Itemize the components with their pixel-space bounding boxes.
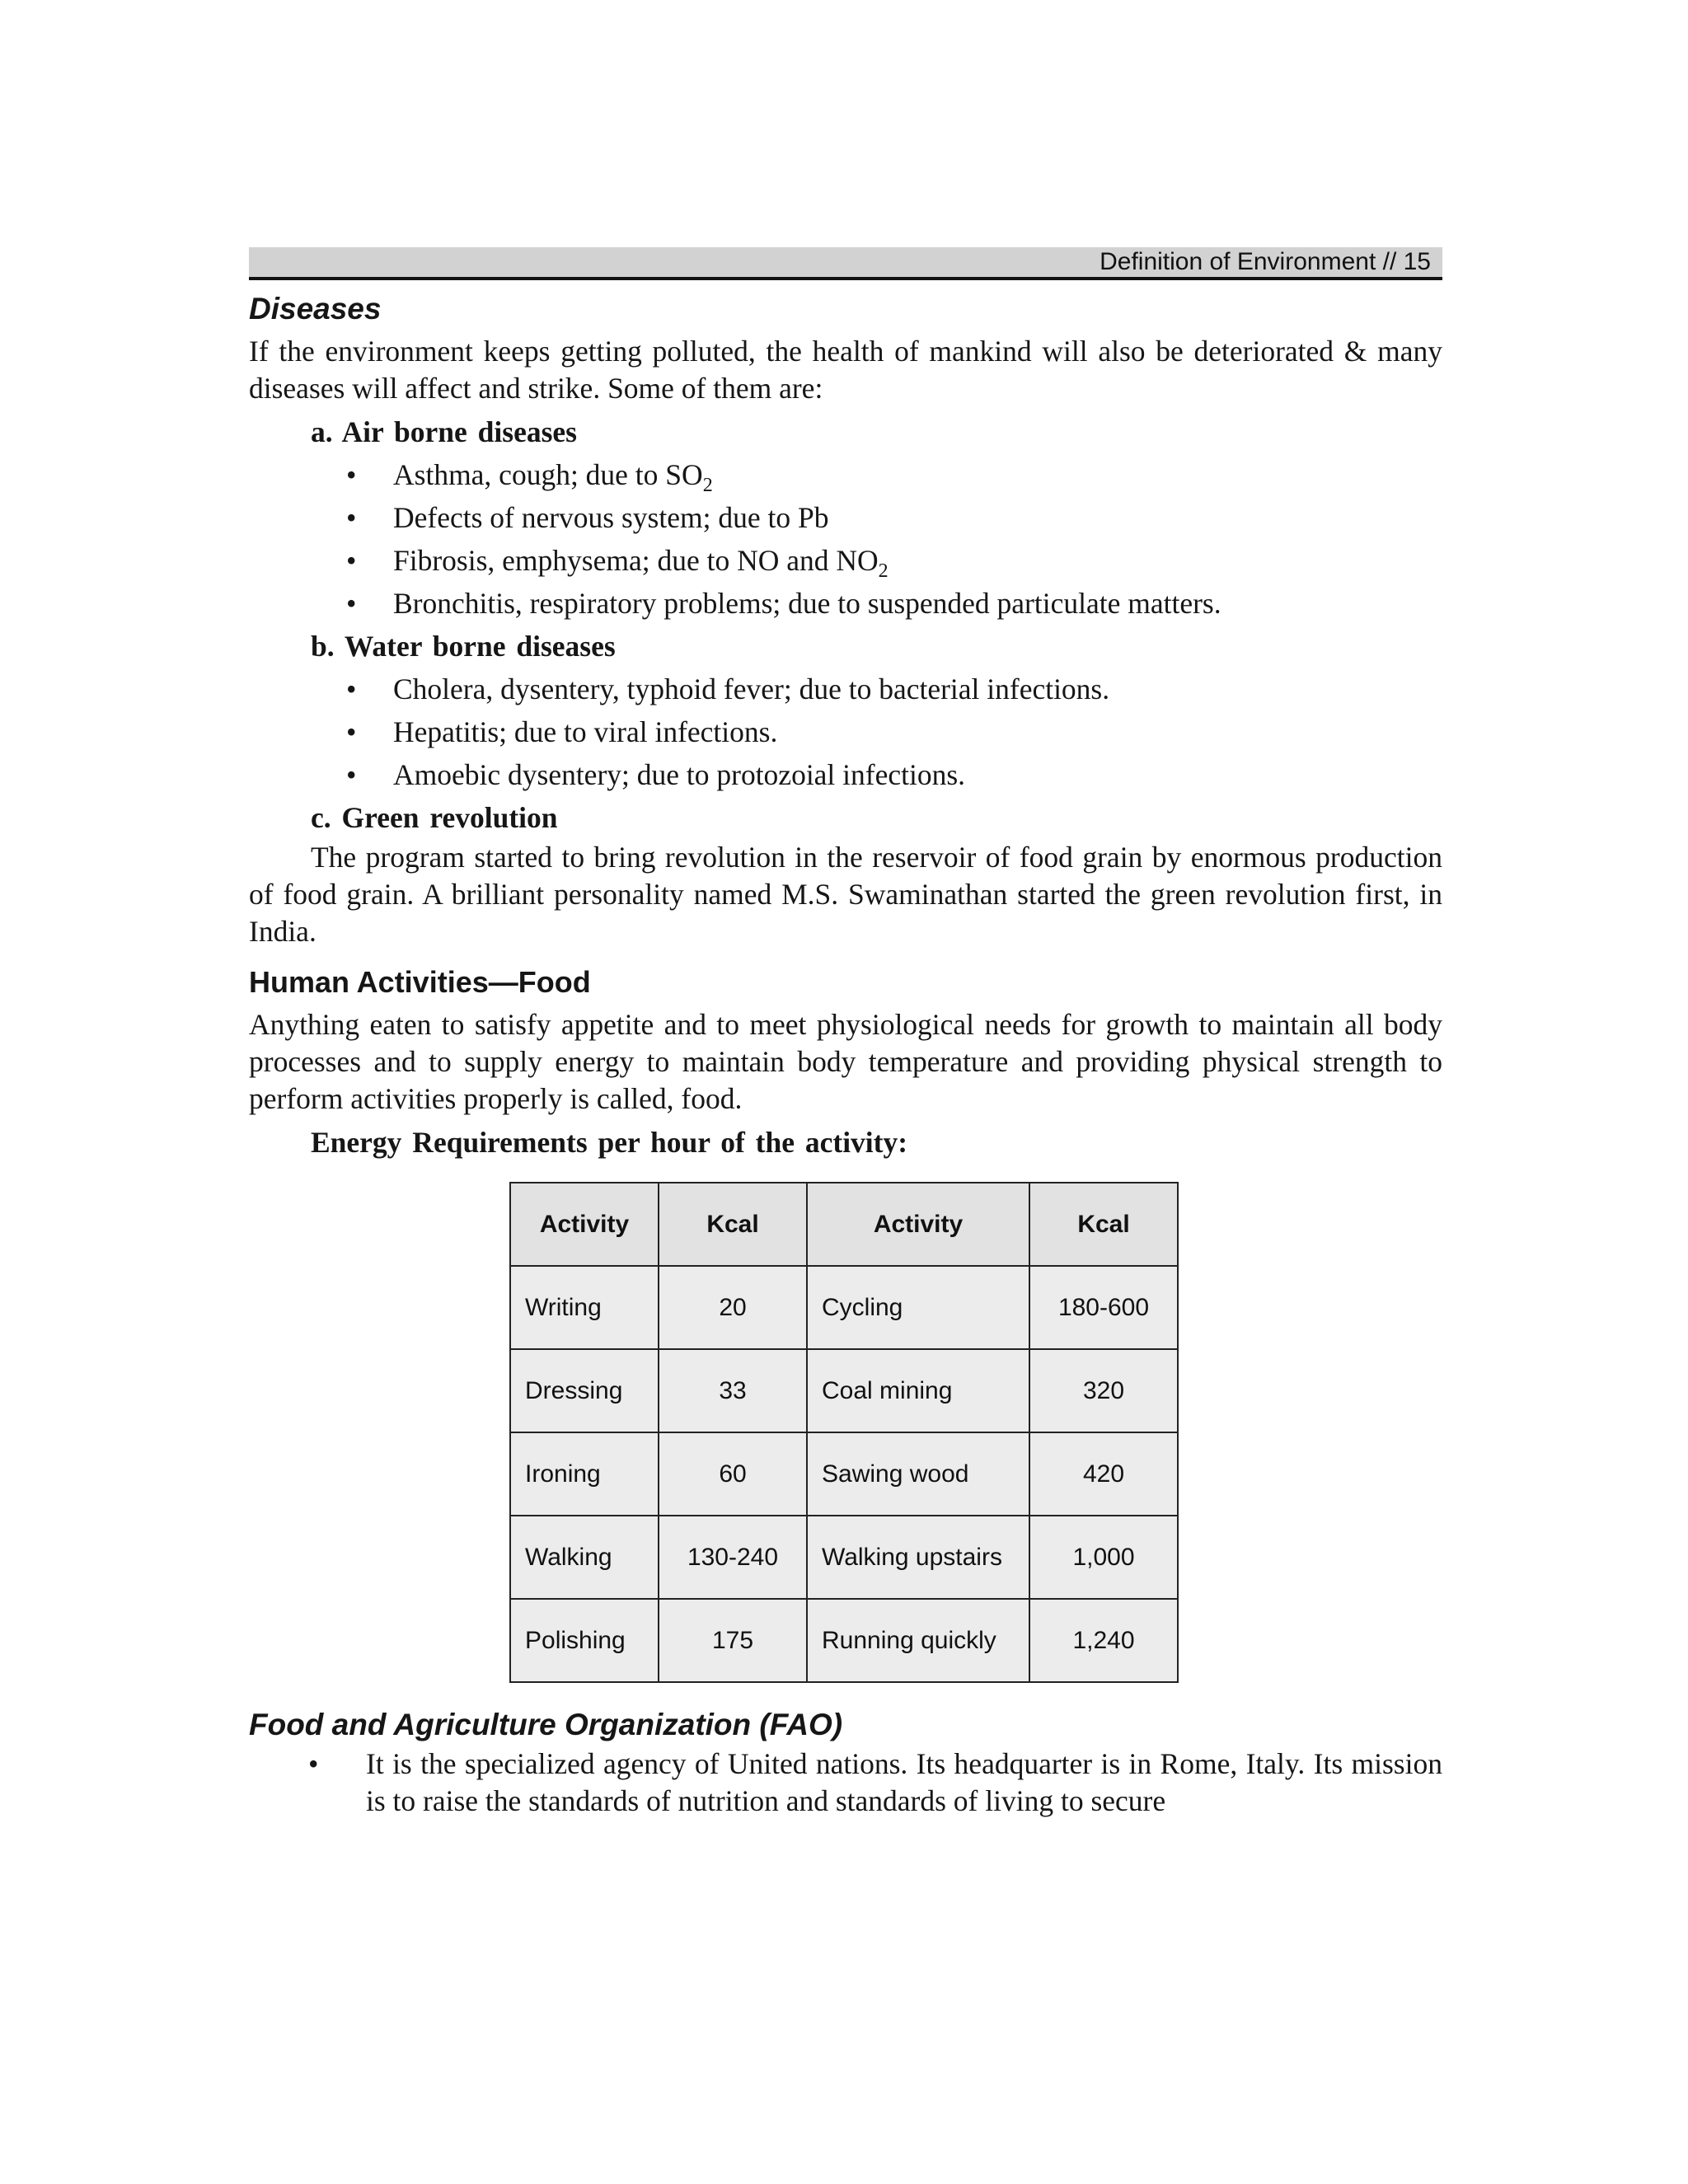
table-cell: 420: [1029, 1432, 1178, 1516]
running-head-text: Definition of Environment // 15: [1100, 248, 1431, 275]
header-activity: Activity: [510, 1183, 659, 1266]
bullet-icon: •: [346, 501, 357, 534]
table-row: [510, 1599, 1178, 1682]
subhead-air-borne: a. Air borne diseases: [311, 415, 577, 448]
table-cell: Sawing wood: [807, 1432, 1029, 1516]
bullet-icon: •: [346, 758, 357, 791]
list-item: • Hepatitis; due to viral infections.: [346, 710, 1442, 753]
table-row: [510, 1349, 1178, 1432]
table-title: Energy Requirements per hour of the activity:: [311, 1126, 908, 1159]
bullet-icon: •: [346, 458, 357, 491]
energy-table: [509, 1182, 1179, 1683]
table-cell: Polishing: [510, 1599, 659, 1682]
table-cell: Running quickly: [807, 1599, 1029, 1682]
header-kcal: Kcal: [659, 1183, 807, 1266]
food-definition: Anything eaten to satisfy appetite and to meet physiological needs for growth to maintain all body processes and to supply energy to maintain body temperature and providing physical strength to perform activities properly is called, food.: [249, 1008, 1442, 1115]
heading-diseases: Diseases: [249, 292, 382, 326]
bullet-icon: •: [346, 587, 357, 620]
air-borne-list: [249, 453, 1442, 625]
diseases-intro: If the environment keeps getting polluted, the health of mankind will also be deteriorated & many diseases will affect and strike. Some of them are:: [249, 335, 1442, 405]
table-row: [510, 1432, 1178, 1516]
table-cell: Coal mining: [807, 1349, 1029, 1432]
header-kcal: Kcal: [1029, 1183, 1178, 1266]
bullet-icon: •: [346, 673, 357, 705]
green-revolution-text: The program started to bring revolution in the reservoir of food grain by enormous production of food grain. A brilliant personality named M.S. Swaminathan started the green revolution first, in India.: [249, 841, 1442, 948]
list-item: • Defects of nervous system; due to Pb: [346, 496, 1442, 539]
table-cell: Walking upstairs: [807, 1516, 1029, 1599]
list-item: • It is the specialized agency of United nations. Its headquarter is in Rome, Italy. Its mission is to raise the standards of nutrition and standards of living to secure: [308, 1747, 1442, 1817]
table-row: [510, 1516, 1178, 1599]
subhead-green-revolution: c. Green revolution: [311, 801, 558, 834]
list-item: • Amoebic dysentery; due to protozoial infections.: [346, 753, 1442, 796]
list-item: • Bronchitis, respiratory problems; due to suspended particulate matters.: [346, 582, 1442, 625]
header-activity: Activity: [807, 1183, 1029, 1266]
table-cell: Walking: [510, 1516, 659, 1599]
table-cell: 175: [659, 1599, 807, 1682]
table-cell: 130-240: [659, 1516, 807, 1599]
table-cell: Ironing: [510, 1432, 659, 1516]
table-header-row: [510, 1183, 1178, 1266]
table-row: [510, 1266, 1178, 1349]
heading-fao: Food and Agriculture Organization (FAO): [249, 1708, 843, 1741]
table-cell: 1,000: [1029, 1516, 1178, 1599]
bullet-icon: •: [308, 1747, 319, 1780]
running-head: [249, 247, 1442, 280]
table-cell: 60: [659, 1432, 807, 1516]
table-cell: 320: [1029, 1349, 1178, 1432]
table-cell: Writing: [510, 1266, 659, 1349]
book-page: [249, 247, 1442, 1820]
bullet-icon: •: [346, 544, 357, 577]
table-cell: 180-600: [1029, 1266, 1178, 1349]
fao-list: [249, 1746, 1442, 1820]
table-cell: Cycling: [807, 1266, 1029, 1349]
subhead-water-borne: b. Water borne diseases: [311, 630, 616, 663]
table-cell: 20: [659, 1266, 807, 1349]
table-cell: 33: [659, 1349, 807, 1432]
list-item: • Cholera, dysentery, typhoid fever; due to bacterial infections.: [346, 668, 1442, 710]
bullet-icon: •: [346, 715, 357, 748]
table-cell: Dressing: [510, 1349, 659, 1432]
heading-human-activities-food: Human Activities—Food: [249, 965, 591, 999]
table-cell: 1,240: [1029, 1599, 1178, 1682]
water-borne-list: [249, 668, 1442, 796]
list-item: • Asthma, cough; due to $SO_2$: [346, 453, 1442, 496]
list-item: • Fibrosis, emphysema; due to NO and $NO_2$: [346, 539, 1442, 582]
